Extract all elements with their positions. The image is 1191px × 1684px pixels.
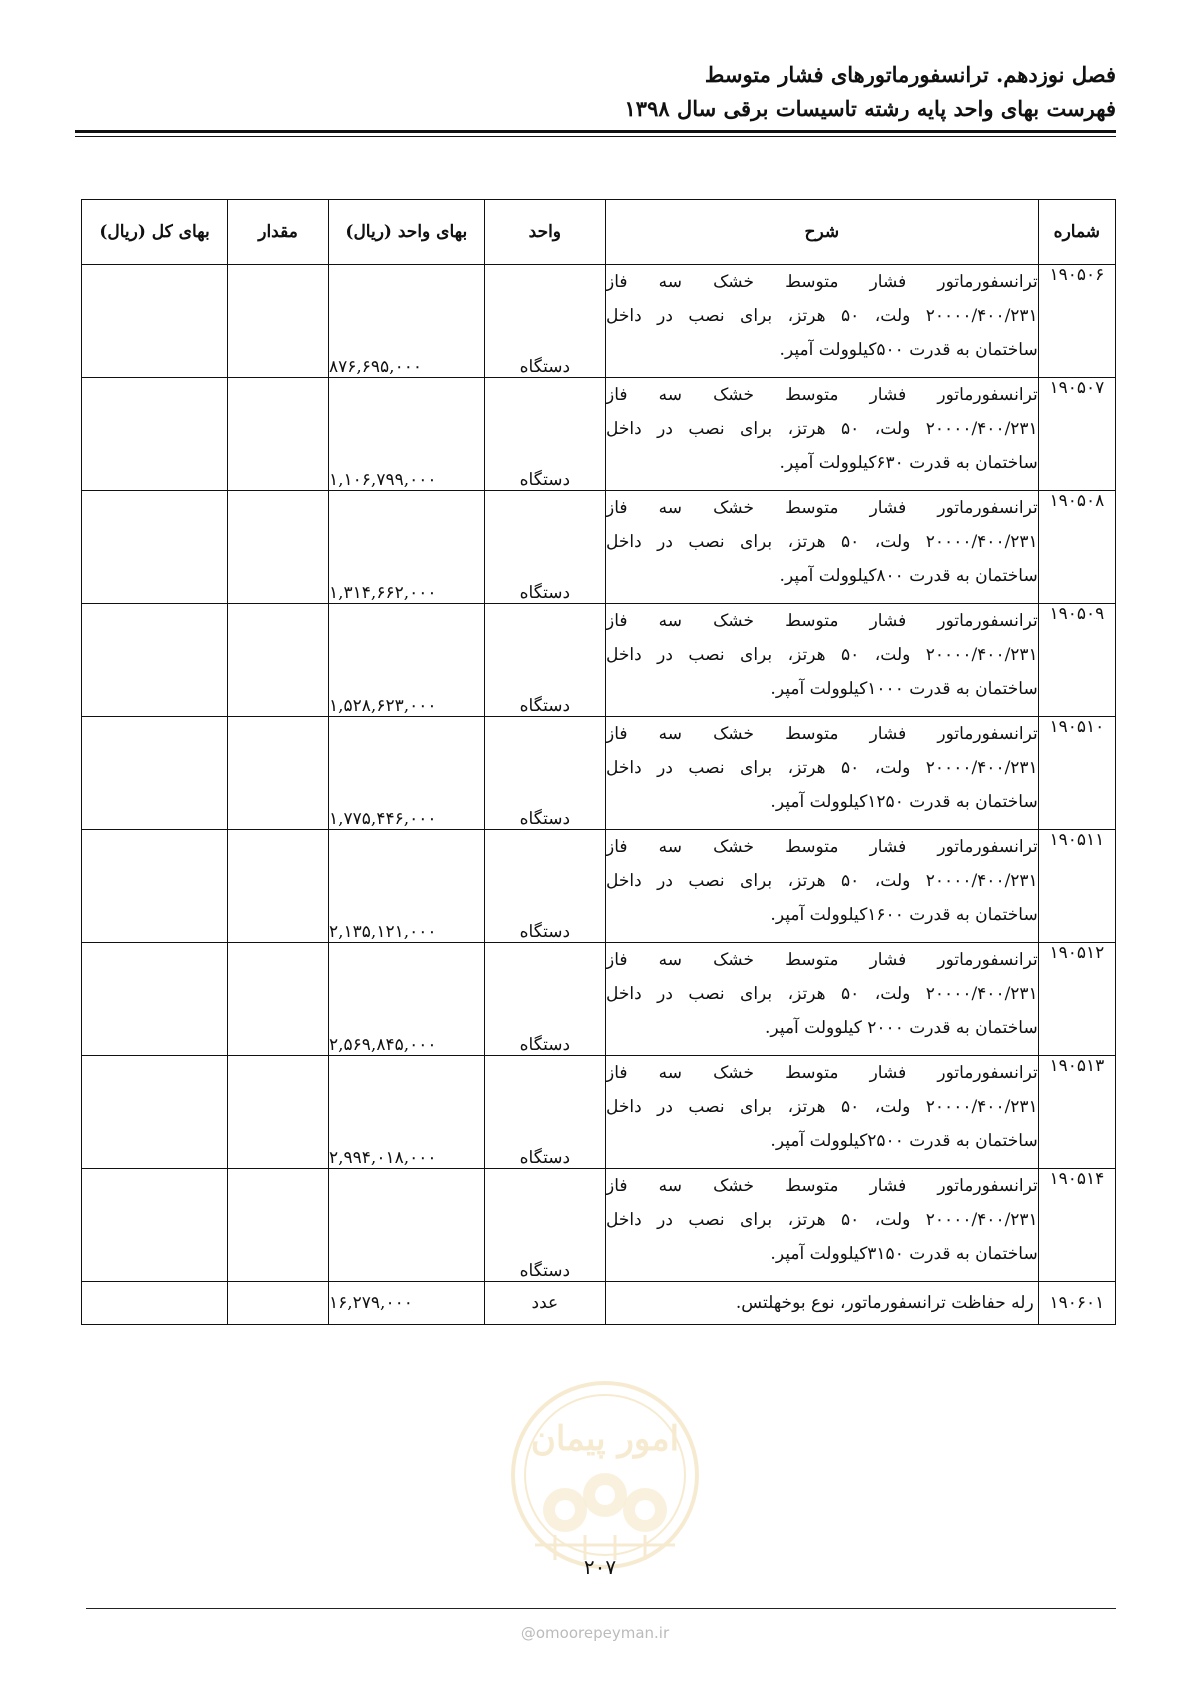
item-total-price [82, 378, 228, 491]
item-description [606, 265, 1039, 378]
description-line: ترانسفورماتور فشار متوسط خشک سه فاز [606, 385, 1038, 405]
description-line: ۲۰۰۰۰/۴۰۰/۲۳۱ ولت، ۵۰ هرتز، برای نصب در داخل [606, 645, 1038, 665]
item-unit-price [328, 1169, 484, 1282]
description-line: ساختمان به قدرت ۲۰۰۰ کیلوولت آمپر. [765, 1018, 1038, 1038]
item-unit: دستگاه [484, 1056, 605, 1169]
item-unit: دستگاه [484, 830, 605, 943]
item-unit-price: ۲,۱۳۵,۱۲۱,۰۰۰ [328, 830, 484, 943]
item-code: ۱۹۰۵۰۹ [1038, 604, 1115, 717]
header-unit: واحد [484, 200, 605, 265]
chapter-title: فصل نوزدهم. ترانسفورماتورهای فشار متوسط [704, 62, 1116, 87]
description-line: ساختمان به قدرت ۲۵۰۰کیلوولت آمپر. [770, 1131, 1038, 1151]
website-watermark: @omoorepeyman.ir [520, 1624, 670, 1642]
item-unit: عدد [484, 1282, 605, 1325]
item-unit: دستگاه [484, 604, 605, 717]
item-description [606, 943, 1039, 1056]
page-header [76, 58, 1116, 126]
item-code: ۱۹۰۵۱۳ [1038, 1056, 1115, 1169]
description-line: ترانسفورماتور فشار متوسط خشک سه فاز [606, 1063, 1038, 1083]
page-number: ۲۰۷ [583, 1555, 617, 1579]
table-row [82, 604, 1116, 717]
description-line: ساختمان به قدرت ۵۰۰کیلوولت آمپر. [779, 340, 1038, 360]
item-quantity [228, 1169, 329, 1282]
item-code: ۱۹۰۵۱۱ [1038, 830, 1115, 943]
item-description [606, 717, 1039, 830]
item-quantity [228, 1282, 329, 1325]
header-quantity: مقدار [228, 200, 329, 265]
book-title: فهرست بهای واحد پایه رشته تاسیسات برقی سال ۱۳۹۸ [624, 96, 1116, 121]
table-row [82, 1056, 1116, 1169]
item-code: ۱۹۰۵۰۶ [1038, 265, 1115, 378]
description-line: ترانسفورماتور فشار متوسط خشک سه فاز [606, 611, 1038, 631]
watermark-logo [505, 1375, 705, 1575]
table-row [82, 378, 1116, 491]
table-row [82, 943, 1116, 1056]
item-unit-price: ۱,۱۰۶,۷۹۹,۰۰۰ [328, 378, 484, 491]
description-line: ساختمان به قدرت ۱۶۰۰کیلوولت آمپر. [770, 905, 1038, 925]
table-header-row [82, 200, 1116, 265]
description-line: ساختمان به قدرت ۱۲۵۰کیلوولت آمپر. [770, 792, 1038, 812]
description-line: ۲۰۰۰۰/۴۰۰/۲۳۱ ولت، ۵۰ هرتز، برای نصب در داخل [606, 419, 1038, 439]
description-line: ترانسفورماتور فشار متوسط خشک سه فاز [606, 950, 1038, 970]
header-description: شرح [606, 200, 1039, 265]
table-row [82, 1169, 1116, 1282]
item-code: ۱۹۰۶۰۱ [1038, 1282, 1115, 1325]
item-unit-price: ۱,۷۷۵,۴۴۶,۰۰۰ [328, 717, 484, 830]
item-unit: دستگاه [484, 491, 605, 604]
table-row [82, 717, 1116, 830]
item-unit-price: ۲,۹۹۴,۰۱۸,۰۰۰ [328, 1056, 484, 1169]
footer-rule [86, 1608, 1116, 1609]
description-line: ساختمان به قدرت ۸۰۰کیلوولت آمپر. [779, 566, 1038, 586]
description-line: ساختمان به قدرت ۶۳۰کیلوولت آمپر. [779, 453, 1038, 473]
description-line: ترانسفورماتور فشار متوسط خشک سه فاز [606, 1176, 1038, 1196]
item-description [606, 378, 1039, 491]
item-code: ۱۹۰۵۱۲ [1038, 943, 1115, 1056]
item-unit-price: ۱,۳۱۴,۶۶۲,۰۰۰ [328, 491, 484, 604]
description-line: ترانسفورماتور فشار متوسط خشک سه فاز [606, 272, 1038, 292]
item-unit-price: ۱۶,۲۷۹,۰۰۰ [328, 1282, 484, 1325]
table-row [82, 830, 1116, 943]
description-line: ۲۰۰۰۰/۴۰۰/۲۳۱ ولت، ۵۰ هرتز، برای نصب در داخل [606, 1097, 1038, 1117]
item-total-price [82, 604, 228, 717]
item-quantity [228, 604, 329, 717]
description-line: ساختمان به قدرت ۳۱۵۰کیلوولت آمپر. [770, 1244, 1038, 1264]
item-total-price [82, 943, 228, 1056]
item-quantity [228, 265, 329, 378]
item-quantity [228, 943, 329, 1056]
item-description [606, 491, 1039, 604]
description-line: ۲۰۰۰۰/۴۰۰/۲۳۱ ولت، ۵۰ هرتز، برای نصب در داخل [606, 532, 1038, 552]
item-total-price [82, 1056, 228, 1169]
item-total-price [82, 1282, 228, 1325]
item-unit-price: ۱,۵۲۸,۶۲۳,۰۰۰ [328, 604, 484, 717]
item-unit: دستگاه [484, 378, 605, 491]
item-unit: دستگاه [484, 943, 605, 1056]
item-quantity [228, 830, 329, 943]
description-line: ۲۰۰۰۰/۴۰۰/۲۳۱ ولت، ۵۰ هرتز، برای نصب در داخل [606, 758, 1038, 778]
description-line: ترانسفورماتور فشار متوسط خشک سه فاز [606, 837, 1038, 857]
item-quantity [228, 1056, 329, 1169]
item-code: ۱۹۰۵۰۷ [1038, 378, 1115, 491]
item-code: ۱۹۰۵۱۴ [1038, 1169, 1115, 1282]
table-row [82, 265, 1116, 378]
description-line: ۲۰۰۰۰/۴۰۰/۲۳۱ ولت، ۵۰ هرتز، برای نصب در داخل [606, 984, 1038, 1004]
item-total-price [82, 717, 228, 830]
header-rule-thick [75, 130, 1116, 133]
item-unit-price: ۸۷۶,۶۹۵,۰۰۰ [328, 265, 484, 378]
item-code: ۱۹۰۵۱۰ [1038, 717, 1115, 830]
description-line: ترانسفورماتور فشار متوسط خشک سه فاز [606, 724, 1038, 744]
item-unit-price: ۲,۵۶۹,۸۴۵,۰۰۰ [328, 943, 484, 1056]
item-unit: دستگاه [484, 1169, 605, 1282]
item-quantity [228, 491, 329, 604]
description-line: ۲۰۰۰۰/۴۰۰/۲۳۱ ولت، ۵۰ هرتز، برای نصب در داخل [606, 1210, 1038, 1230]
description-line: ترانسفورماتور فشار متوسط خشک سه فاز [606, 498, 1038, 518]
item-total-price [82, 1169, 228, 1282]
price-list-table [81, 199, 1116, 1325]
description-line: ۲۰۰۰۰/۴۰۰/۲۳۱ ولت، ۵۰ هرتز، برای نصب در داخل [606, 871, 1038, 891]
item-description [606, 830, 1039, 943]
header-unit-price: بهای واحد (ریال) [328, 200, 484, 265]
item-total-price [82, 491, 228, 604]
item-unit: دستگاه [484, 265, 605, 378]
description-line: ساختمان به قدرت ۱۰۰۰کیلوولت آمپر. [770, 679, 1038, 699]
table-row-relay [82, 1282, 1116, 1325]
item-description: رله حفاظت ترانسفورماتور، نوع بوخهلتس. [606, 1282, 1039, 1325]
header-code: شماره [1038, 200, 1115, 265]
watermark-logo-text: امور پیمان [530, 1419, 680, 1459]
item-description [606, 604, 1039, 717]
item-quantity [228, 378, 329, 491]
header-total-price: بهای کل (ریال) [82, 200, 228, 265]
header-rule-thin [75, 136, 1116, 137]
item-total-price [82, 265, 228, 378]
item-total-price [82, 830, 228, 943]
item-code: ۱۹۰۵۰۸ [1038, 491, 1115, 604]
item-unit: دستگاه [484, 717, 605, 830]
table-row [82, 491, 1116, 604]
item-description [606, 1056, 1039, 1169]
item-quantity [228, 717, 329, 830]
item-description [606, 1169, 1039, 1282]
description-line: ۲۰۰۰۰/۴۰۰/۲۳۱ ولت، ۵۰ هرتز، برای نصب در داخل [606, 306, 1038, 326]
